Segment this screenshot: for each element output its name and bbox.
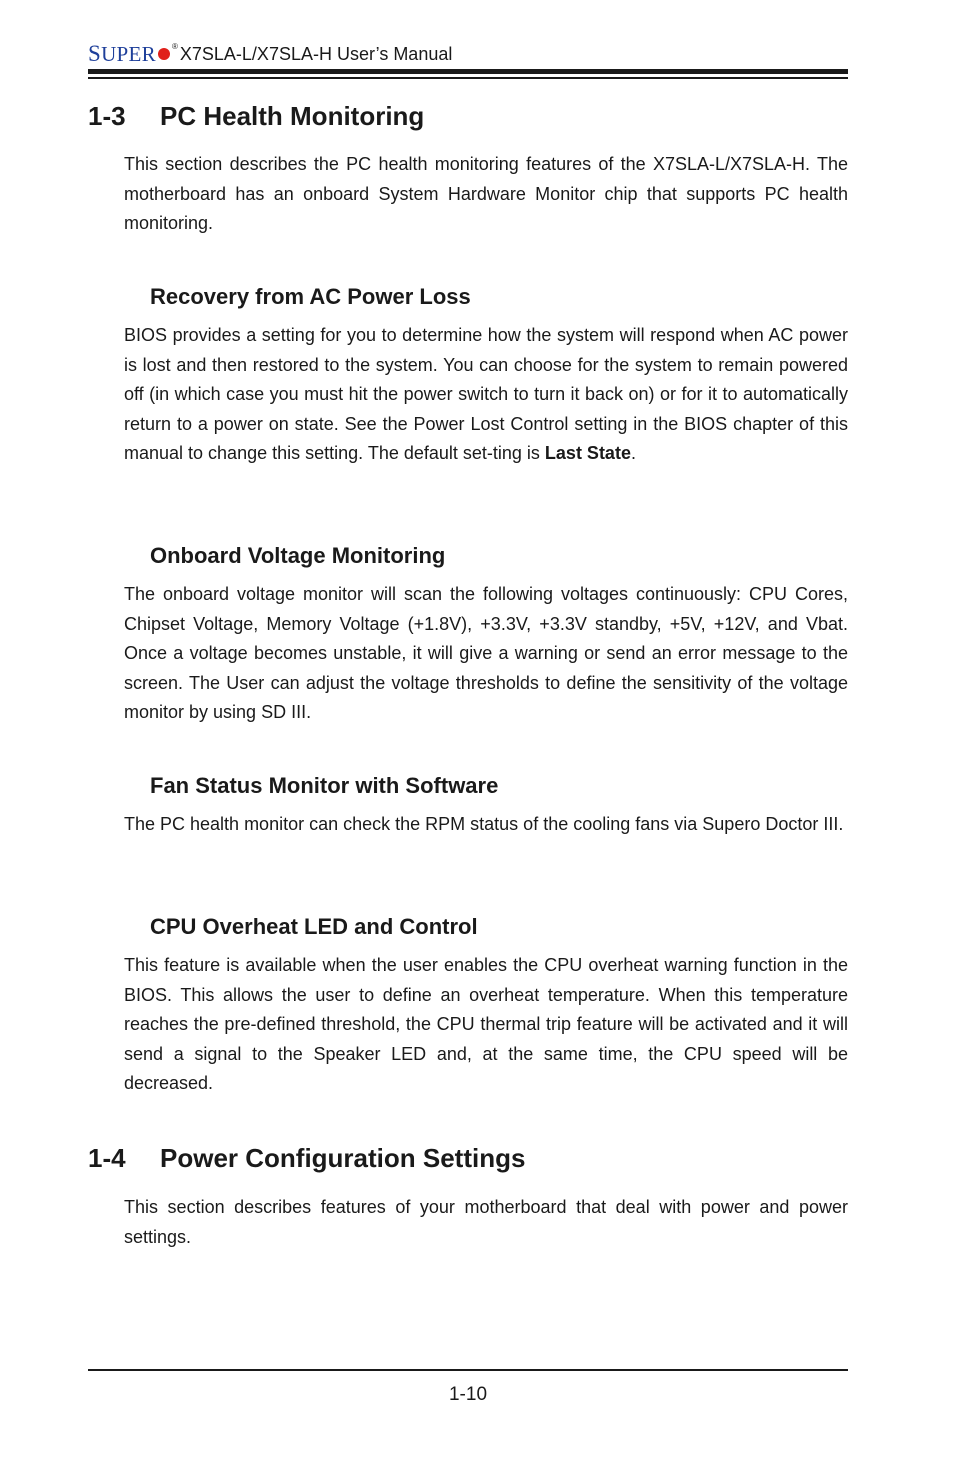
section-heading-1-4 xyxy=(88,1143,525,1173)
subheading-fan: Fan Status Monitor with Software xyxy=(150,773,499,798)
section-title: Power Configuration Settings xyxy=(160,1143,526,1173)
manual-title: X7SLA-L/X7SLA-H User’s Manual xyxy=(179,44,453,64)
footer-rule xyxy=(88,1369,848,1371)
default-setting-value: Last State xyxy=(544,443,631,463)
trademark-symbol: ® xyxy=(171,42,178,51)
page-number: 1-10 xyxy=(448,1384,488,1405)
section-heading-1-3 xyxy=(88,101,424,131)
header-rule-thin xyxy=(88,77,848,79)
subheading-voltage: Onboard Voltage Monitoring xyxy=(150,543,446,568)
section-number: 1-4 xyxy=(88,1143,126,1173)
section-title: PC Health Monitoring xyxy=(160,101,425,131)
running-header xyxy=(88,40,452,66)
paragraph-fan: The PC health monitor can check the RPM status of the cooling fans via Supero Doctor III. xyxy=(124,814,844,834)
section-1-3-intro: This section describes the PC health monitoring features of the X7SLA-L/X7SLA-H. The motherboard has an onboard System Hardware Monitor chip that supports PC health monitoring. xyxy=(124,154,848,233)
paragraph-recovery: BIOS provides a setting for you to determine how the system will respond when AC power is lost and then restored to the system. You can choose for the system to remain powered off (in which case you must hit the power switch to turn it back on) or for it to automatically return to a power on state. See the Power Lost Control setting in the BIOS chapter of this manual to change this setting. The default set-ting is Last State. xyxy=(124,325,848,463)
section-1-4-intro: This section describes features of your motherboard that deal with power and power settings. xyxy=(124,1197,848,1247)
paragraph-cpu-overheat: This feature is available when the user enables the CPU overheat warning function in the BIOS. This allows the user to define an overheat temperature. When this temperature reaches the pre-defined threshold, the CPU thermal trip feature will be activated and it will send a signal to the Speaker LED and, at the same time, the CPU speed will be decreased. xyxy=(124,955,848,1093)
supermicro-logo: SUPER xyxy=(88,41,156,66)
paragraph-voltage: The onboard voltage monitor will scan the following voltages continuously: CPU Cores, Chipset Voltage, Memory Voltage (+1.8V), +3.3V, +3.3V standby, +5V, +12V, and Vbat. Once a voltage becomes unstable, it will give a warning or send an error message to the screen. The User can adjust the voltage thresholds to define the sensitivity of the voltage monitor by using SD III. xyxy=(124,584,848,722)
subheading-cpu-overheat: CPU Overheat LED and Control xyxy=(150,914,478,939)
header-rule-thick xyxy=(88,69,848,74)
section-number: 1-3 xyxy=(88,101,126,131)
logo-dot-icon xyxy=(158,48,170,60)
subheading-recovery: Recovery from AC Power Loss xyxy=(150,284,471,309)
